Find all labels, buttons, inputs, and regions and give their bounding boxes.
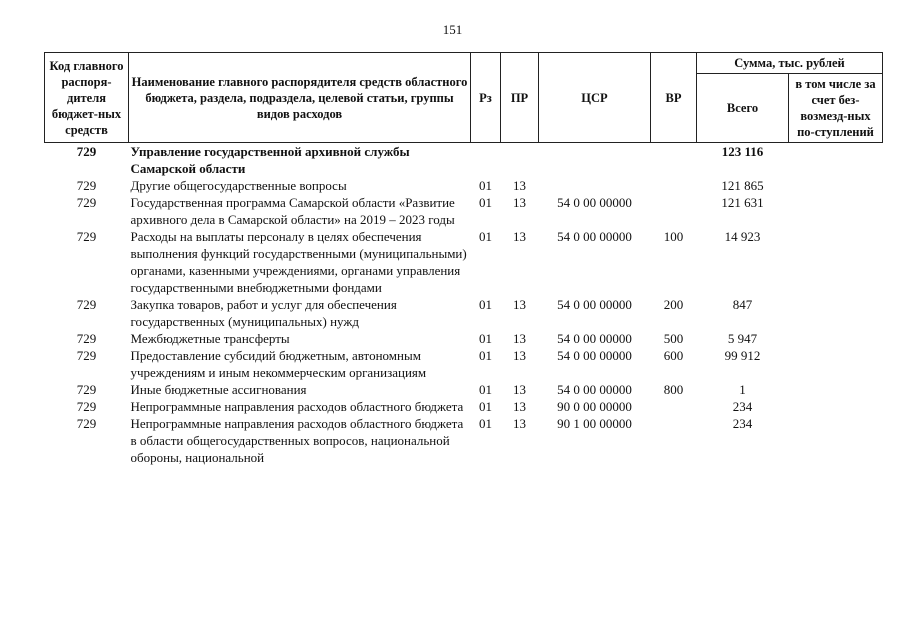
header-total: Всего: [697, 74, 789, 143]
cell-gratuitous: [789, 143, 883, 178]
cell-total: 123 116: [721, 144, 764, 159]
table-row: [45, 398, 883, 415]
cell-pr: 13: [513, 331, 526, 346]
cell-csr: [539, 177, 651, 194]
cell-name: Закупка товаров, работ и услуг для обеспечения государственных (муниципальных) нужд: [130, 297, 397, 329]
cell-rz: 01: [479, 195, 492, 210]
cell-rz: 01: [479, 399, 492, 414]
cell-rz: 01: [479, 331, 492, 346]
cell-rz: 01: [479, 229, 492, 244]
cell-name: Иные бюджетные ассигнования: [130, 382, 307, 397]
cell-name: Другие общегосударственные вопросы: [130, 178, 347, 193]
cell-gratuitous: [789, 347, 883, 381]
cell-total: 847: [732, 297, 753, 312]
cell-pr: 13: [513, 229, 526, 244]
cell-total: 99 912: [724, 348, 761, 363]
cell-total: 234: [732, 416, 753, 431]
cell-name: Непрограммные направления расходов областного бюджета: [130, 399, 464, 414]
cell-csr: 54 0 00 00000: [557, 331, 632, 346]
cell-vr: [651, 143, 697, 178]
cell-name: Управление государственной архивной службы Самарской области: [130, 144, 410, 176]
cell-vr: 100: [663, 229, 684, 244]
cell-gratuitous: [789, 194, 883, 228]
cell-name: Государственная программа Самарской области «Развитие архивного дела в Самарской области» на 2019 – 2023 годы: [130, 195, 455, 227]
page-number: 151: [442, 22, 463, 37]
cell-name: Непрограммные направления расходов областного бюджета в области общегосударственных вопросов, национальной обороны, национальной: [130, 416, 464, 465]
table-row: [45, 143, 883, 178]
cell-csr: 54 0 00 00000: [557, 229, 632, 244]
cell-code: 729: [76, 416, 97, 431]
budget-table: [44, 52, 883, 466]
cell-code: 729: [76, 144, 97, 159]
header-name: Наименование главного распорядителя средств областного бюджета, раздела, подраздела, целевой статьи, группы видов расходов: [129, 53, 471, 143]
cell-gratuitous: [789, 296, 883, 330]
cell-csr: 54 0 00 00000: [557, 382, 632, 397]
cell-code: 729: [76, 331, 97, 346]
cell-name: Межбюджетные трансферты: [130, 331, 290, 346]
table-row: [45, 296, 883, 330]
cell-rz: 01: [479, 178, 492, 193]
cell-total: 121 865: [721, 178, 764, 193]
cell-rz: 01: [479, 348, 492, 363]
cell-pr: 13: [513, 399, 526, 414]
header-csr: ЦСР: [539, 53, 651, 143]
cell-pr: 13: [513, 382, 526, 397]
table-row: [45, 228, 883, 296]
cell-csr: [539, 143, 651, 178]
cell-csr: 90 0 00 00000: [557, 399, 632, 414]
cell-vr: 200: [663, 297, 684, 312]
table-row: [45, 194, 883, 228]
cell-total: 1: [739, 382, 746, 397]
cell-gratuitous: [789, 381, 883, 398]
cell-name: Расходы на выплаты персоналу в целях обеспечения выполнения функций государственными (муниципальными) органами, казенными учреждениями, органами управления государственными внебюджетными фондами: [130, 229, 467, 295]
header-pr: ПР: [501, 53, 539, 143]
cell-pr: [501, 143, 539, 178]
cell-vr: 500: [663, 331, 684, 346]
cell-code: 729: [76, 178, 97, 193]
header-gratuitous: в том числе за счет без-возмезд-ных по-ступлений: [789, 74, 883, 143]
header-rz: Рз: [471, 53, 501, 143]
cell-pr: 13: [513, 178, 526, 193]
cell-total: 5 947: [727, 331, 758, 346]
cell-code: 729: [76, 399, 97, 414]
cell-total: 14 923: [724, 229, 761, 244]
cell-name: Предоставление субсидий бюджетным, автономным учреждениям и иным некоммерческим организациям: [130, 348, 427, 380]
cell-pr: 13: [513, 348, 526, 363]
cell-code: 729: [76, 195, 97, 210]
cell-gratuitous: [789, 228, 883, 296]
cell-rz: 01: [479, 382, 492, 397]
table-row: [45, 415, 883, 466]
cell-pr: 13: [513, 297, 526, 312]
cell-code: 729: [76, 382, 97, 397]
cell-total: 234: [732, 399, 753, 414]
cell-code: 729: [76, 229, 97, 244]
cell-pr: 13: [513, 416, 526, 431]
cell-vr: [651, 415, 697, 466]
cell-vr: [651, 177, 697, 194]
cell-vr: [651, 194, 697, 228]
cell-rz: [471, 143, 501, 178]
cell-gratuitous: [789, 330, 883, 347]
cell-vr: 600: [663, 348, 684, 363]
cell-csr: 54 0 00 00000: [557, 348, 632, 363]
header-code: Код главного распоря-дителя бюджет-ных средств: [45, 53, 129, 143]
table-row: [45, 177, 883, 194]
header-vr: ВР: [651, 53, 697, 143]
cell-vr: 800: [663, 382, 684, 397]
cell-gratuitous: [789, 415, 883, 466]
cell-rz: 01: [479, 297, 492, 312]
cell-code: 729: [76, 297, 97, 312]
table-row: [45, 347, 883, 381]
table-row: [45, 381, 883, 398]
cell-gratuitous: [789, 177, 883, 194]
cell-vr: [651, 398, 697, 415]
cell-csr: 90 1 00 00000: [557, 416, 632, 431]
cell-total: 121 631: [721, 195, 764, 210]
cell-csr: 54 0 00 00000: [557, 297, 632, 312]
cell-pr: 13: [513, 195, 526, 210]
cell-rz: 01: [479, 416, 492, 431]
cell-code: 729: [76, 348, 97, 363]
table-row: [45, 330, 883, 347]
cell-gratuitous: [789, 398, 883, 415]
table-body: [45, 143, 883, 467]
header-sum: Сумма, тыс. рублей: [697, 53, 883, 74]
cell-csr: 54 0 00 00000: [557, 195, 632, 210]
